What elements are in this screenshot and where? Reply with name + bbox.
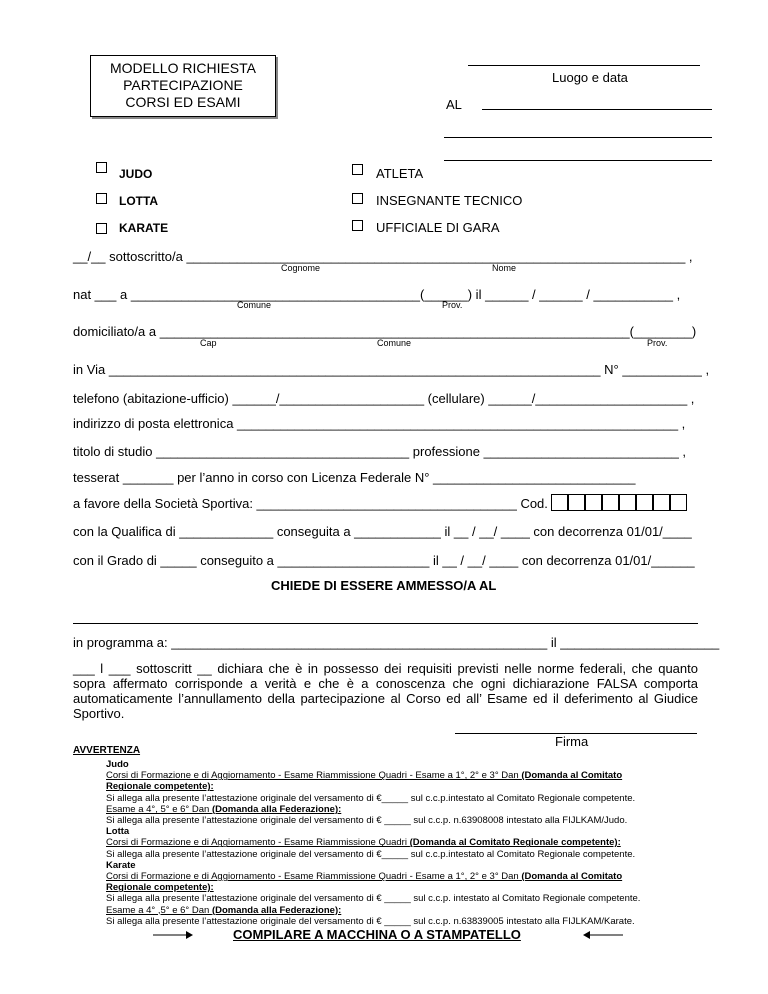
society-field[interactable]: a favore della Società Sportiva: ____________________________________ Cod.	[73, 496, 548, 511]
warning-heading: AVVERTENZA	[73, 745, 141, 756]
judo-line-5: Si allega alla presente l’attestazione originale del versamento di € _____ sul c.c.p. n.63908008 intestato alla FIJLKAM/Judo.	[106, 815, 628, 827]
karate-line-4-bold: (Domanda alla Federazione):	[211, 904, 342, 916]
license-field[interactable]: tesserat _______ per l’anno in corso con Licenza Federale N° ____________________________	[73, 470, 636, 485]
judo-title: Judo	[106, 759, 129, 770]
email-field[interactable]: indirizzo di posta elettronica _____________________________________________________________ ,	[73, 416, 686, 431]
society-code-box[interactable]	[585, 494, 602, 511]
lotta-label: LOTTA	[119, 194, 159, 208]
birth-comune-caption: Comune	[237, 300, 272, 310]
atleta-checkbox[interactable]	[352, 164, 363, 175]
karate-line-1	[106, 871, 696, 882]
grado-field[interactable]: con il Grado di _____ conseguito a _____________________ il __ / __/ ____ con decorrenza 01/01/______	[73, 553, 695, 568]
recipient-line-2[interactable]	[444, 137, 712, 138]
qualifica-field[interactable]: con la Qualifica di _____________ conseguita a ____________ il __ / __/ ____ con decorrenza 01/01/____	[73, 524, 692, 539]
residence-prov-caption: Prov.	[647, 338, 668, 348]
karate-line-2: Regionale competente):	[106, 882, 214, 894]
karate-line-4	[106, 905, 696, 916]
cap-caption: Cap	[200, 338, 217, 348]
society-code-box[interactable]	[670, 494, 687, 511]
judo-checkbox[interactable]	[96, 162, 107, 173]
karate-line-1-text: Corsi di Formazione e di Aggiornamento - Esame Riammissione Quadri - Esame a 1°, 2° e 3° Dan	[106, 871, 522, 883]
place-date-label: Luogo e data	[552, 70, 628, 85]
program-field[interactable]: in programma a: ____________________________________________________ il ______________________	[73, 635, 720, 650]
signed-field[interactable]: __/__ sottoscritto/a _____________________________________________________________________ ,	[73, 249, 693, 264]
judo-line-1	[106, 770, 696, 781]
lotta-title: Lotta	[106, 826, 130, 838]
residence-field[interactable]: domiciliato/a a _________________________________________________________________(________)	[73, 324, 697, 339]
society-code-box[interactable]	[568, 494, 585, 511]
karate-line-4-text: Esame a 4° ,5° e 6° Dan	[106, 904, 212, 916]
nome-caption: Nome	[492, 263, 517, 273]
society-code-box[interactable]	[653, 494, 670, 511]
phone-field[interactable]: telefono (abitazione-ufficio) ______/____________________ (cellulare) ______/_____________________ ,	[73, 391, 695, 406]
judo-line-4	[106, 804, 696, 815]
society-code-box[interactable]	[551, 494, 568, 511]
study-profession-field[interactable]: titolo di studio ___________________________________ professione ___________________________ ,	[73, 444, 687, 459]
karate-line-3: Si allega alla presente l’attestazione originale del versamento di € _____ sul c.c.p. intestato al Comitato Regionale competente.	[106, 893, 641, 905]
left-arrow-icon	[583, 930, 623, 940]
insegnante-checkbox[interactable]	[352, 193, 363, 204]
karate-title: Karate	[106, 859, 136, 871]
judo-line-2: Regionale competente):	[106, 781, 214, 793]
karate-line-1-bold: (Domanda al Comitato	[521, 871, 623, 883]
karate-checkbox[interactable]	[96, 223, 107, 234]
right-arrow-icon	[153, 930, 193, 940]
form-title-line-2: PARTECIPAZIONE	[123, 77, 243, 93]
recipient-line-1[interactable]	[482, 109, 712, 110]
warning-body	[106, 759, 696, 927]
declaration-text: ___ l ___ sottoscritt __ dichiara che è in possesso dei requisiti previsti nelle norme federali, che quanto sopra affermato corrisponde a verità e che è a conoscenza che ogni dichiarazione FALSA comporta automaticamente l’annullamento della partecipazione al Corso ed all’ Esame ed il deferimento al Giudice Sportivo.	[73, 661, 698, 721]
course-line[interactable]	[73, 623, 698, 624]
cognome-caption: Cognome	[281, 263, 321, 273]
judo-line-4-text: Esame a 4°, 5° e 6° Dan	[106, 803, 212, 815]
form-title-line-3: CORSI ED ESAMI	[125, 94, 241, 110]
birth-field[interactable]: nat ___ a ________________________________________(______) il ______ / ______ / ___________ ,	[73, 287, 681, 302]
lotta-line-1-bold: (Domanda al Comitato Regionale competente):	[409, 837, 621, 849]
karate-line-5: Si allega alla presente l’attestazione originale del versamento di € _____ sul c.c.p. n.63839005 intestato alla FIJLKAM/Karate.	[106, 915, 635, 927]
recipient-line-3[interactable]	[444, 160, 712, 161]
recipient-label: AL	[446, 97, 462, 112]
form-title-line-1: MODELLO RICHIESTA	[110, 60, 256, 76]
society-code-box[interactable]	[619, 494, 636, 511]
form-title-box	[90, 55, 276, 117]
society-code-box[interactable]	[636, 494, 653, 511]
ufficiale-label: UFFICIALE DI GARA	[376, 220, 500, 235]
judo-line-1-bold: (Domanda al Comitato	[521, 770, 623, 782]
lotta-line-1-text: Corsi di Formazione e di Aggiornamento - Esame Riammissione Quadri	[106, 837, 410, 849]
street-field[interactable]: in Via ____________________________________________________________________ N° ___________ ,	[73, 362, 710, 377]
judo-line-3: Si allega alla presente l’attestazione originale del versamento di €_____ sul c.c.p.intestato al Comitato Regionale competente.	[106, 792, 636, 804]
birth-prov-caption: Prov.	[442, 300, 463, 310]
judo-label: JUDO	[119, 167, 153, 181]
ufficiale-checkbox[interactable]	[352, 220, 363, 231]
lotta-line-1	[106, 837, 696, 848]
judo-line-4-bold: (Domanda alla Federazione):	[211, 803, 342, 815]
judo-line-1-text: Corsi di Formazione e di Aggiornamento - Esame Riammissione Quadri - Esame a 1°, 2° e 3° Dan	[106, 770, 522, 782]
signature-label: Firma	[555, 734, 589, 749]
insegnante-label: INSEGNANTE TECNICO	[376, 193, 523, 208]
residence-comune-caption: Comune	[377, 338, 412, 348]
society-code-box[interactable]	[602, 494, 619, 511]
footer-note: COMPILARE A MACCHINA O A STAMPATELLO	[233, 927, 521, 942]
request-heading: CHIEDE DI ESSERE AMMESSO/A AL	[271, 578, 497, 593]
atleta-label: ATLETA	[376, 166, 424, 181]
lotta-checkbox[interactable]	[96, 193, 107, 204]
karate-label: KARATE	[119, 221, 169, 235]
place-date-line[interactable]	[468, 65, 700, 66]
lotta-line-2: Si allega alla presente l’attestazione originale del versamento di €_____ sul c.c.p.intestato al Comitato Regionale competente.	[106, 848, 636, 860]
